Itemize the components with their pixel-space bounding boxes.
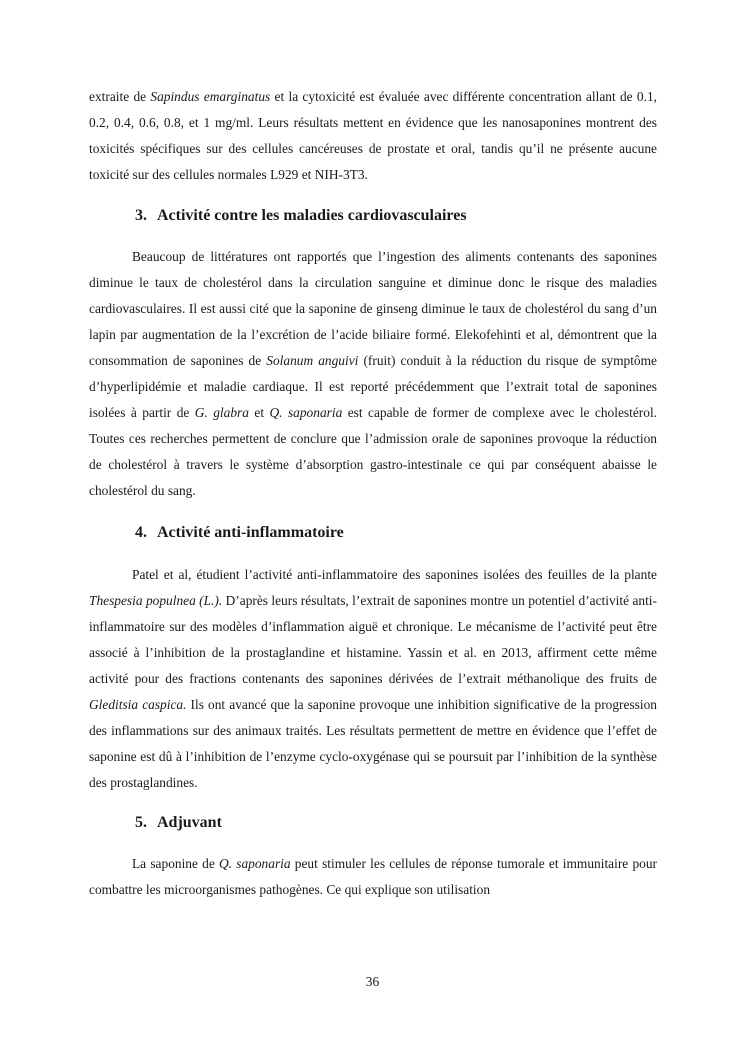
intro-paragraph [89,84,657,188]
document-page [89,84,657,903]
section-number: 4. [135,524,147,541]
intro-text-a: extraite de [89,89,151,104]
species-name: Q. saponaria [219,856,291,871]
species-name: Sapindus emarginatus [150,89,271,104]
text-run: D’après leurs résultats, l’extrait de saponines montre un potentiel d’activité anti-inflammatoire sur des modèles d’inflammation aiguë et chronique. Le mécanisme de l’activité peut être associé à l’inhibition de la prostaglandine et histamine. Yassin et al. en 2013, affirment cette même activité pour des fractions contenants des saponines dérivées de l’extrait méthanolique des fruits de [89,593,657,686]
text-run: (fruit) conduit à la réduction du risque de symptôme d’hyperlipidémie et maladie cardiaque. Il est reporté précédemment que l’extrait total de saponines isolées à partir de [89,353,657,420]
section-heading-5 [89,810,657,836]
section-3-paragraph [89,244,657,504]
species-name: Q. saponaria [269,405,343,420]
section-heading-3 [89,203,657,229]
text-run: Ils ont avancé que la saponine provoque une inhibition significative de la progression des inflammations sur des animaux traités. Les résultats permettent de mettre en évidence que l’effet de saponine est dû à l’inhibition de l’enzyme cyclo-oxygénase qui se poursuit par l’inhibition de la synthèse des prostaglandines. [89,697,657,790]
text-run: La saponine de [132,856,220,871]
species-name: Thespesia populnea (L.). [89,593,223,608]
intro-text-b: et la cytoxicité est évaluée avec différente concentration allant de 0.1, 0.2, 0.4, 0.6, 0.8, et 1 mg/ml. Leurs résultats mettent en évidence que les nanosaponines montrent des toxicités spécifiques sur des cellules cancéreuses de prostate et oral, tandis qu’il ne présente aucune toxicité sur des cellules normales L929 et NIH-3T3. [89,89,657,182]
section-5-paragraph [89,851,657,903]
section-title: Adjuvant [157,814,222,831]
section-4-paragraph [89,562,657,796]
section-title: Activité anti-inflammatoire [157,524,344,541]
section-number: 5. [135,814,147,831]
text-run: Beaucoup de littératures ont rapportés que l’ingestion des aliments contenants des saponines diminue le taux de cholestérol dans la circulation sanguine et diminue donc le risque des maladies cardiovasculaires. Il est aussi cité que la saponine de ginseng diminue le taux de cholestérol du sang d’un lapin par augmentation de la l’excrétion de l’acide biliaire formé. Elekofehinti et al, démontrent que la consommation de saponines de [89,249,657,368]
page-number: 36 [365,974,380,989]
section-heading-4 [89,520,657,546]
species-name: Solanum anguivi [266,353,359,368]
text-run: et [248,405,270,420]
text-run: peut stimuler les cellules de réponse tumorale et immunitaire pour combattre les microorganismes pathogènes. Ce qui explique son utilisation [89,856,657,897]
text-run: est capable de former de complexe avec le cholestérol. Toutes ces recherches permettent de conclure que l’admission orale de saponines provoque la réduction de cholestérol à travers le système d’absorption gastro-intestinale ce qui par conséquent abaisse le cholestérol du sang. [89,405,658,498]
text-run: Patel et al, étudient l’activité anti-inflammatoire des saponines isolées des feuilles de la plante [132,567,657,582]
section-number: 3. [135,207,147,224]
section-title: Activité contre les maladies cardiovasculaires [157,207,467,224]
species-name: G. glabra [194,405,249,420]
species-name: Gleditsia caspica. [89,697,187,712]
